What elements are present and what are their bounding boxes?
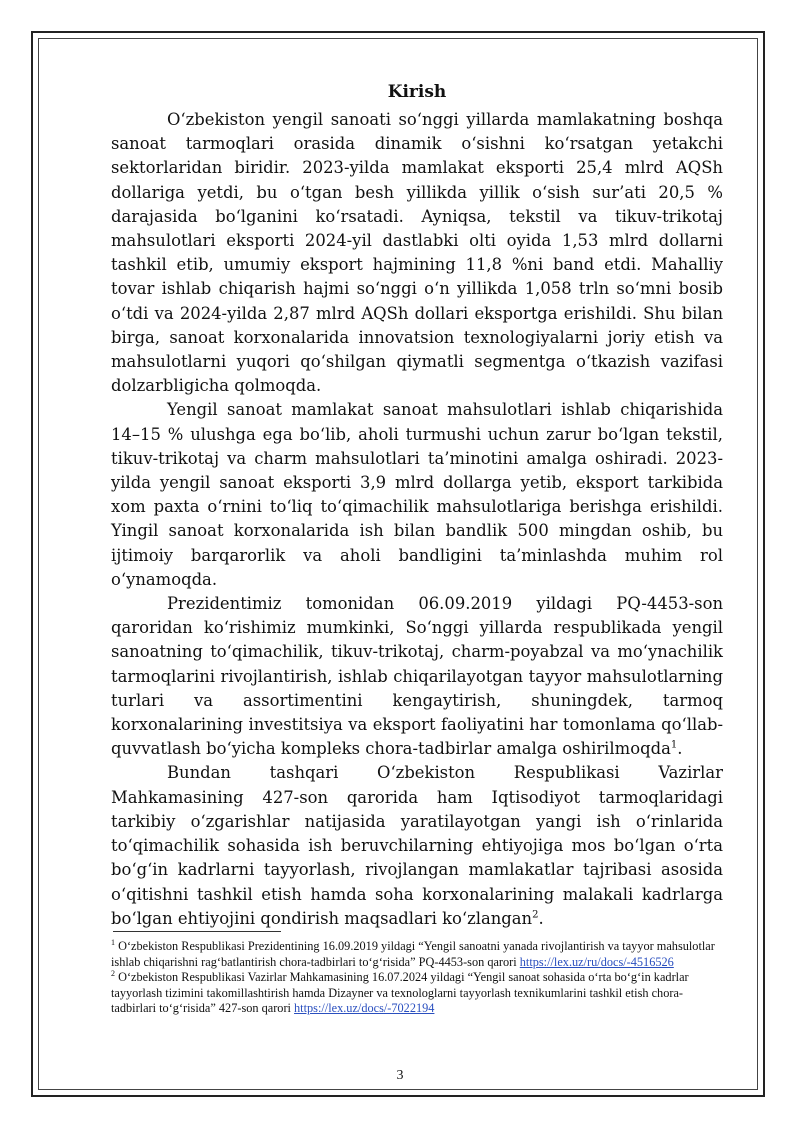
footnotes [111, 939, 723, 1017]
paragraph-2-text: Yengil sanoat mamlakat sanoat mahsulotlari ishlab chiqarishida 14–15 % ulushga ega bo‘lib, aholi turmushi uchun zarur bo‘lgan tekstil, tikuv-trikotaj va charm mahsulotlari ta’minotini amalga oshiradi. 2023-yilda yengil sanoat eksporti 3,9 mlrd dollarga yetib, eksport tarkibida xom paxta o‘rnini to‘liq to‘qimachilik mahsulotlariga berishga erishildi. Yingil sanoat korxonalarida ish bilan bandlik 500 mingdan oshib, bu ijtimoiy barqarorlik va aholi bandligini ta’minlashda muhim rol o‘ynamoqda. [111, 400, 723, 589]
paragraph-1 [111, 108, 723, 398]
footnote-ref-1[interactable]: 1 [670, 739, 678, 751]
paragraph-2 [111, 398, 723, 592]
document-body [111, 66, 723, 931]
paragraph-3-tail: . [677, 739, 683, 759]
paragraph-1-text: O‘zbekiston yengil sanoati so‘nggi yillarda mamlakatning boshqa sanoat tarmoqlari orasida dinamik o‘sishni ko‘rsatgan yetakchi sektorlaridan biridir. 2023-yilda mamlakat eksporti 25,4 mlrd AQSh dollariga yetdi, bu o‘tgan besh yillikda yillik o‘sish sur’ati 20,5 % darajasida bo‘lganini ko‘rsatadi. Ayniqsa, tekstil va tikuv-trikotaj mahsulotlari eksporti 2024-yil dastlabki olti oyida 1,53 mlrd dollarni tashkil etib, umumiy eksport hajmining 11,8 %ni band etdi. Mahalliy tovar ishlab chiqarish hajmi so‘nggi o‘n yillikda 1,058 trln so‘mni bosib o‘tdi va 2024-yilda 2,87 mlrd AQSh dollari eksportga erishildi. Shu bilan birga, sanoat korxonalarida innovatsion texnologiyalarni joriy etish va mahsulotlarni yuqori qo‘shilgan qiymatli segmentga o‘tkazish vazifasi dolzarbligicha qolmoqda. [111, 110, 723, 396]
paragraph-3-text: Prezidentimiz tomonidan 06.09.2019 yildagi PQ-4453-son qaroridan ko‘rishimiz mumkinki, So‘nggi yillarda respublikada yengil sanoatning to‘qimachilik, tikuv-trikotaj, charm-poyabzal va mo‘ynachilik tarmoqlarini rivojlantirish, ishlab chiqarilayotgan tayyor mahsulotlarning turlari va assortimentini kengaytirish, shuningdek, tarmoq korxonalarining investitsiya va eksport faoliyatini har tomonlama qo‘llab-quvvatlash bo‘yicha kompleks chora-tadbirlar amalga oshirilmoqda [111, 594, 723, 759]
paragraph-4-tail: . [538, 908, 544, 928]
page-number: 3 [396, 1068, 404, 1083]
section-title: Kirish [387, 82, 447, 102]
paragraph-4 [111, 761, 723, 930]
footnote-1 [111, 939, 723, 970]
paragraph-4-text: Bundan tashqari O‘zbekiston Respublikasi Vazirlar Mahkamasining 427-son qarorida ham Iqtisodiyot tarmoqlaridagi tarkibiy o‘zgarishlar natijasida yaratilayotgan yangi ish o‘rinlarida to‘qimachilik sohasida ish beruvchilarning ehtiyojiga mos bo‘lgan o‘rta bo‘g‘in kadrlarni tayyorlash, rivojlangan mamlakatlar tajribasi asosida o‘qitishni tashkil etish hamda soha korxonalarining malakali kadrlarga bo‘lgan ehtiyojini qondirish maqsadlari ko‘zlangan [111, 763, 723, 928]
footnote-1-text: O‘zbekiston Respublikasi Prezidentining 16.09.2019 yildagi “Yengil sanoatni yanada rivojlantirish va tayyor mahsulotlar ishlab chiqarishni rag‘batlantirish chora-tadbirlari to‘g‘risida” PQ-4453-son qarori [111, 939, 715, 969]
footnote-2 [111, 970, 723, 1017]
footnote-2-text: O‘zbekiston Respublikasi Vazirlar Mahkamasining 16.07.2024 yildagi “Yengil sanoat sohasida o‘rta bo‘g‘in kadrlar tayyorlash tizimini takomillashtirish hamda Dizayner va texnologlarni tayyorlash texnikumlarini tashkil etish chora-tadbirlari to‘g‘risida” 427-son qarori [111, 970, 689, 1016]
footnote-2-link[interactable]: https://lex.uz/docs/-7022194 [294, 1001, 435, 1016]
footnote-separator [113, 931, 281, 932]
footnote-ref-2[interactable]: 2 [532, 909, 539, 921]
footnote-2-number: 2 [111, 969, 115, 979]
footnote-1-link[interactable]: https://lex.uz/ru/docs/-4516526 [519, 954, 674, 969]
footnote-1-number: 1 [111, 937, 115, 947]
paragraph-3 [111, 592, 723, 761]
